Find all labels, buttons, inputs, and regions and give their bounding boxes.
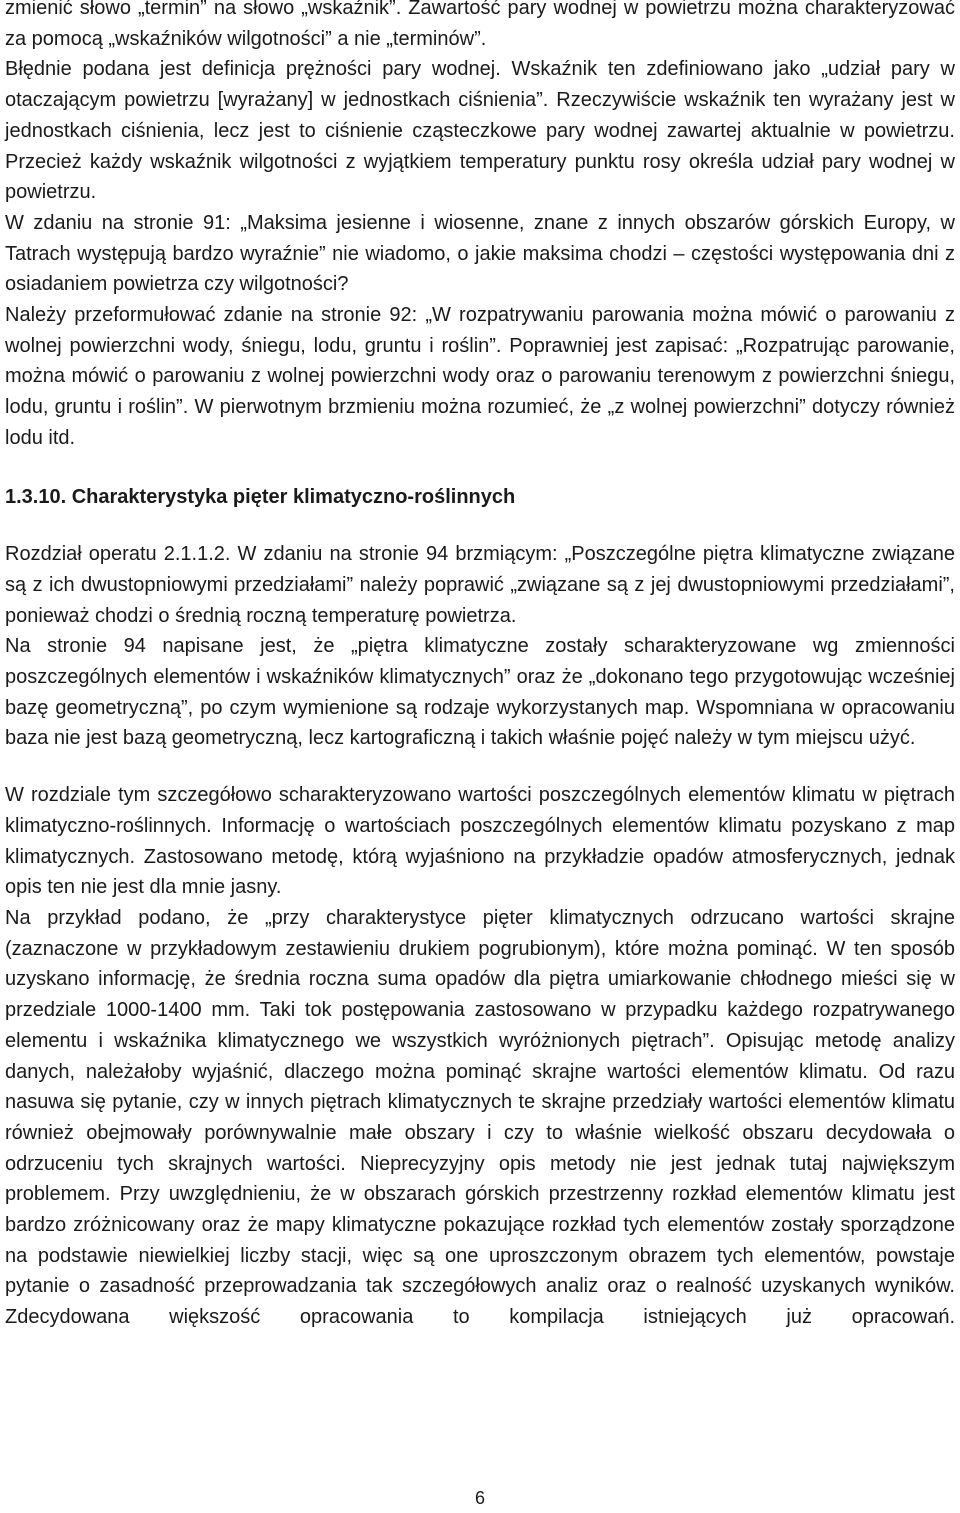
paragraph-wskaznik-termin: zmienić słowo „termin” na słowo „wskaźnik”. Zawartość pary wodnej w powietrzu można charakteryzować za pomocą „wskaźników wilgotności” a nie „terminów”. (5, 0, 955, 50)
paragraph-metoda-analizy: Na przykład podano, że „przy charakterystyce pięter klimatycznych odrzucano wartości skrajne (zaznaczone w przykładowym zestawieniu drukiem pogrubionym), które można pominąć. W ten sposób uzyskano informację, że średnia roczna suma opadów dla piętra umiarkowanie chłodnego mieści się w przedziale 1000-1400 mm. Taki tok postępowania zastosowano w przypadku każdego rozpatrywanego elementu i wskaźnika klimatycznego we wszystkich wyróżnionych piętrach”. Opisując metodę analizy danych, należałoby wyjaśnić, dlaczego można pominąć skrajne wartości elementów klimatu. Od razu nasuwa się pytanie, czy w innych piętrach klimatycznych te skrajne przedziały wartości elementów klimatu również obejmowały porównywalnie małe obszary i czy to właśnie wielkość obszaru decydowała o odrzuceniu tych skrajnych wartości. Nieprecyzyjny opis metody nie jest jednak tutaj największym problemem. Przy uwzględnieniu, że w obszarach górskich przestrzenny rozkład elementów klimatu jest bardzo zróżnicowany oraz że mapy klimatyczne pokazujące rozkład tych elementów zostały sporządzone na podstawie niewielkiej liczby stacji, więc są one uproszczonym obrazem tych elementów, powstaje pytanie o zasadność przeprowadzania tak szczegółowych analiz oraz o realność uzyskanych wyników. Zdecydowana większość opracowania to kompilacja istniejących już opracowań. (5, 906, 955, 1329)
paragraph-preznosc-pary: Błędnie podana jest definicja prężności pary wodnej. Wskaźnik ten zdefiniowano jako „udział pary w otaczającym powietrzu [wyrażany] w jednostkach ciśnienia”. Rzeczywiście wskaźnik ten wyrażany jest w jednostkach ciśnienia, lecz jest to ciśnienie cząsteczkowe pary wodnej zawartej aktualnie w powietrzu. Przecież każdy wskaźnik wilgotności z wyjątkiem temperatury punktu rosy określa udział pary wodnej w powietrzu. (5, 58, 955, 204)
paragraph-baza-geometryczna: Na stronie 94 napisane jest, że „piętra klimatyczne zostały scharakteryzowane wg zmienności poszczególnych elementów i wskaźników klimatycznych” oraz że „dokonano tego przygotowując wcześniej bazę geometryczną”, po czym wymienione są rodzaje wykorzystanych map. Wspomniana w opracowaniu baza nie jest bazą geometryczną, lecz kartograficzną i takich właśnie pojęć należy w tym miejscu użyć. (5, 635, 955, 750)
document-page (5, 0, 955, 1333)
paragraph-parowanie: Należy przeformułować zdanie na stronie 92: „W rozpatrywaniu parowania można mówić o parowaniu z wolnej powierzchni wody, śniegu, lodu, gruntu i roślin”. Poprawniej jest zapisać: „Rozpatrując parowanie, można mówić o parowaniu z wolnej powierzchni wody oraz o parowaniu terenowym z powierzchni śniegu, lodu, gruntu i roślin”. W pierwotnym brzmieniu można rozumieć, że „z wolnej powierzchni” dotyczy również lodu itd. (5, 304, 955, 449)
paragraph-wartosci-elementow: W rozdziale tym szczegółowo scharakteryzowano wartości poszczególnych elementów klimatu w piętrach klimatyczno-roślinnych. Informację o wartościach poszczególnych elementów klimatu pozyskano z map klimatycznych. Zastosowano metodę, którą wyjaśniono na przykładzie opadów atmosferycznych, jednak opis ten nie jest dla mnie jasny. (5, 784, 955, 899)
section-heading: 1.3.10. Charakterystyka pięter klimatyczno-roślinnych (5, 485, 516, 508)
paragraph-maksima: W zdaniu na stronie 91: „Maksima jesienne i wiosenne, znane z innych obszarów górskich Europy, w Tatrach występują bardzo wyraźnie” nie wiadomo, o jakie maksima chodzi – częstości występowania dni z osiadaniem powietrza czy wilgotności? (5, 211, 955, 296)
page-number: 6 (474, 1488, 485, 1508)
paragraph-rozdzial-operatu: Rozdział operatu 2.1.1.2. W zdaniu na stronie 94 brzmiącym: „Poszczególne piętra klimatyczne związane są z ich dwustopniowymi przedziałami” należy poprawić „związane są z jej dwustopniowymi przedziałami”, ponieważ chodzi o średnią roczną temperaturę powietrza. (5, 543, 955, 627)
